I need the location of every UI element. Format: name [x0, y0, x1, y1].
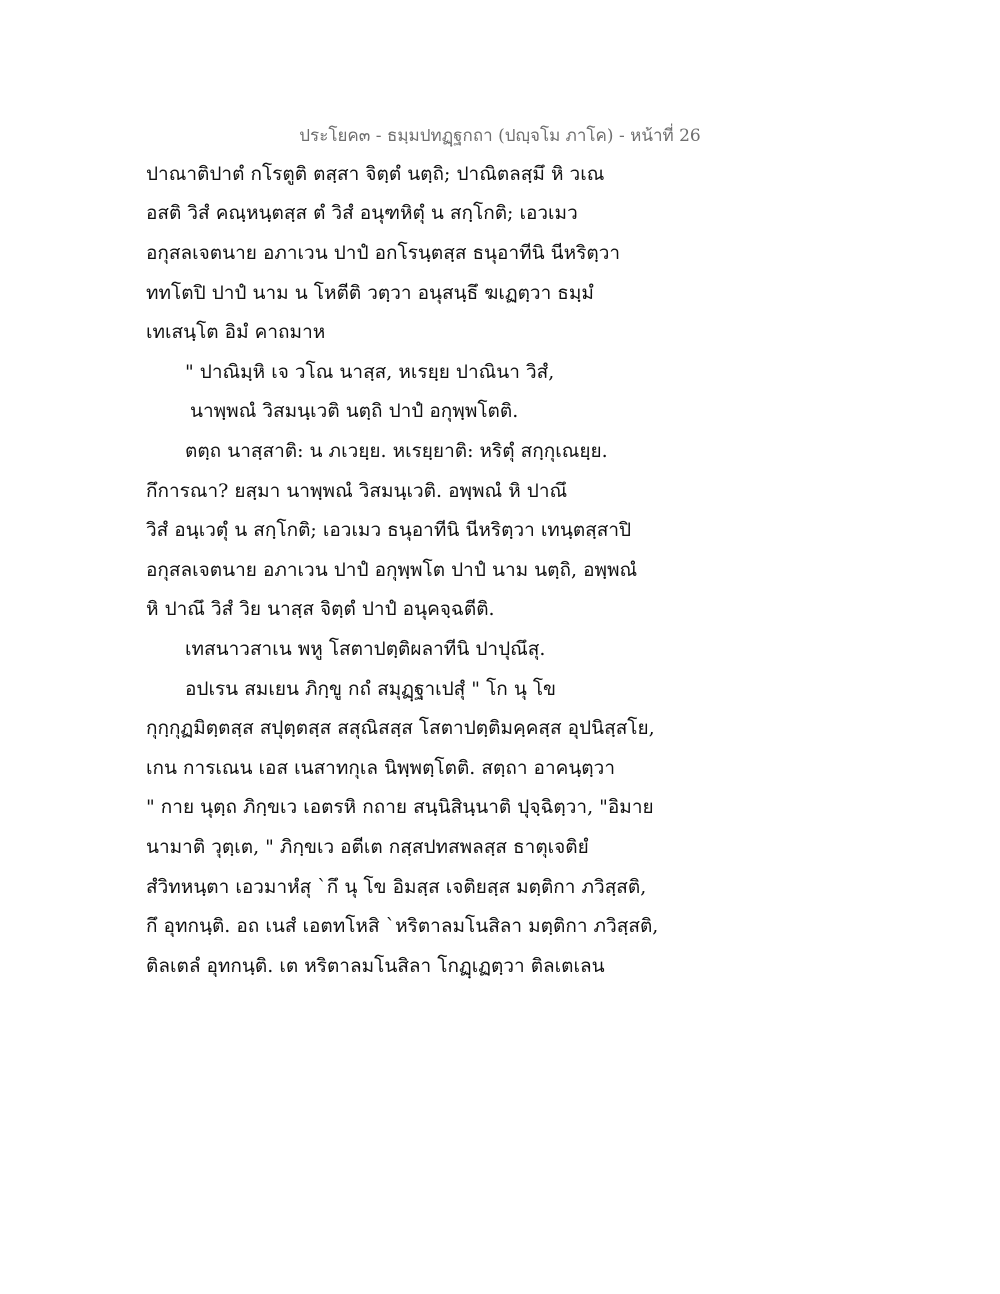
text-line: อสติ วิสํ คณฺหนฺตสฺส ตํ วิสํ อนุฑหิตุํ น สกฺโกติ; เอวเมว: [146, 202, 578, 224]
text-line: ปาณาติปาตํ กโรตูติ ตสฺสา จิตฺตํ นตฺถิ; ปาณิตลสฺมึ หิ วเณ: [146, 163, 605, 185]
text-line: วิสํ อนฺเวตุํ น สกฺโกติ; เอวเมว ธนุอาทีนิ นีหริตฺวา เทนฺตสฺสาปิ: [146, 519, 632, 541]
verse-line: " ปาณิมฺหิ เจ วโณ นาสฺส, หเรยฺย ปาณินา วิสํ,: [185, 361, 555, 383]
text-line: กึ อุทกนฺติ. อถ เนสํ เอตทโหสิ `หริตาลมโนสิลา มตฺติกา ภวิสฺสติ,: [146, 915, 659, 937]
text-line: ททโตปิ ปาปํ นาม น โหตีติ วตฺวา อนุสนฺธึ ฆเฏตฺวา ธมฺมํ: [146, 282, 594, 304]
text-line: อกุสลเจตนาย อภาเวน ปาปํ อกโรนฺตสฺส ธนุอาทีนิ นีหริตฺวา: [146, 242, 621, 264]
text-line: อปเรน สมเยน ภิกฺขู กถํ สมุฏฺฐาเปสุํ " โก นุ โข: [185, 678, 557, 700]
text-line: หิ ปาณึ วิสํ วิย นาสฺส จิตฺตํ ปาปํ อนุคจฺฉตีติ.: [146, 598, 495, 620]
text-line: ตตฺถ นาสฺสาติ: น ภเวยฺย. หเรยฺยาติ: หริตุํ สกฺกุเณยฺย.: [185, 440, 608, 462]
text-line: เทเสนฺโต อิมํ คาถมาห: [146, 321, 326, 343]
page-header: ประโยค๓ - ธมฺมปทฏฺฐกถา (ปญฺจโม ภาโค) - หน้าที่ 26: [299, 126, 701, 146]
text-line: กุกฺกุฏมิตฺตสฺส สปุตฺตสฺส สสุณิสสฺส โสตาปตฺติมคฺคสฺส อุปนิสฺสโย,: [146, 717, 655, 739]
text-line: นามาติ วุตฺเต, " ภิกฺขเว อตีเต กสฺสปทสพลสฺส ธาตุเจติยํ: [146, 836, 589, 858]
text-line: " กาย นุตฺถ ภิกฺขเว เอตรหิ กถาย สนฺนิสินฺนาติ ปุจฺฉิตฺวา, "อิมาย: [146, 796, 654, 818]
text-line: ติลเตลํ อุทกนฺติ. เต หริตาลมโนสิลา โกฏฺเฏตฺวา ติลเตเลน: [146, 955, 605, 977]
verse-line: นาพฺพณํ วิสมนฺเวติ นตฺถิ ปาปํ อกุพฺพโตติ.: [190, 400, 519, 422]
text-line: เกน การเณน เอส เนสาทกุเล นิพฺพตฺโตติ. สตฺถา อาคนฺตฺวา: [146, 757, 615, 779]
text-line: เทสนาวสาเน พหู โสตาปตฺติผลาทีนิ ปาปุณึสุ.: [185, 638, 546, 660]
text-line: อกุสลเจตนาย อภาเวน ปาปํ อกุพฺพโต ปาปํ นาม นตฺถิ, อพฺพณํ: [146, 559, 638, 581]
text-line: สํวิทหนฺตา เอวมาหํสุ `กึ นุ โข อิมสฺส เจติยสฺส มตฺติกา ภวิสฺสติ,: [146, 876, 647, 898]
text-line: กึการณา? ยสฺมา นาพฺพณํ วิสมนฺเวติ. อพฺพณํ หิ ปาณึ: [146, 480, 568, 502]
